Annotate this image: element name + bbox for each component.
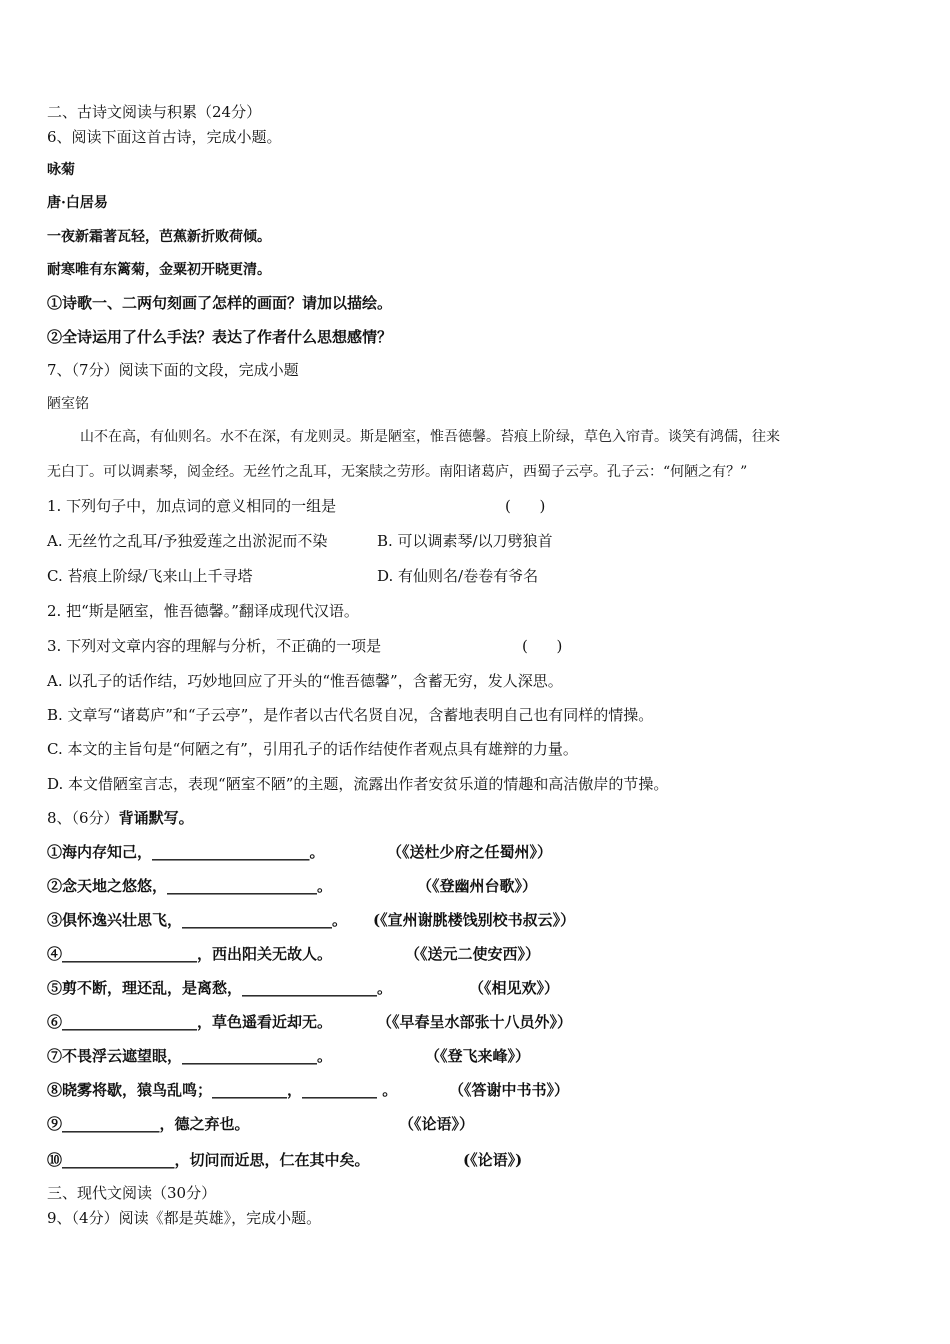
recitation-item [47,876,538,896]
item-text: ⑩_______________，切问而近思，仁在其中矣。 [47,1151,370,1169]
poem-line: 一夜新霜著瓦轻，芭蕉新折败荷倾。 [47,229,271,245]
option-d: D. 有仙则名/卷卷有爷名 [377,567,539,585]
item-text: ①海内存知己，_____________________。 [47,843,325,861]
poem-line: 耐寒唯有东篱菊，金粟初开晓更清。 [47,262,271,278]
option-a: A. 无丝竹之乱耳/予独爱莲之出淤泥而不染 [47,532,328,550]
option-c: C. 本文的主旨句是“何陋之有”，引用孔子的话作结使作者观点具有雄辩的力量。 [47,740,578,758]
section-heading: 三、现代文阅读（30分） [47,1184,217,1202]
recitation-item [47,1150,523,1170]
question-prompt: 6、阅读下面这首古诗，完成小题。 [47,128,282,146]
question-1: 1. 下列句子中，加点词的意义相同的一组是 [47,497,337,515]
poem-title: 咏菊 [47,162,75,178]
item-source: (《宣州谢朓楼饯别校书叔云》） [373,911,576,929]
recitation-item [47,910,576,930]
answer-paren: ( ) [522,637,563,655]
sub-question: ②全诗运用了什么手法？表达了作者什么思想感情？ [47,328,393,346]
item-source: （《登飞来峰》） [425,1047,531,1065]
item-text: ⑤剪不断，理还乱，是离愁，__________________。 [47,979,393,997]
section-heading: 二、古诗文阅读与积累（24分） [47,103,262,121]
item-text: ③俱怀逸兴壮思飞，____________________。 [47,911,348,929]
item-source: （《答谢中书书》） [449,1081,570,1099]
item-source: （《论语》） [399,1115,475,1133]
item-source: （《相见欢》） [469,979,560,997]
sub-question: ①诗歌一、二两句刻画了怎样的画面？请加以描绘。 [47,294,393,312]
item-source: （《登幽州台歌》） [417,877,538,895]
question-2: 2. 把“斯是陋室，惟吾德馨。”翻译成现代汉语。 [47,602,359,620]
recitation-item [47,1046,531,1066]
option-b: B. 可以调素琴/以刀劈狼首 [377,532,553,550]
question-number: 8、（6分） [47,809,119,827]
option-c: C. 苔痕上阶绿/飞来山上千寻塔 [47,567,253,585]
option-a: A. 以孔子的话作结，巧妙地回应了开头的“惟吾德馨”，含蓄无穷，发人深思。 [47,672,563,690]
question-3: 3. 下列对文章内容的理解与分析，不正确的一项是 [47,637,382,655]
poem-author: 唐·白居易 [47,195,108,211]
item-text: ⑧晓雾将歇，猿鸟乱鸣；__________，__________ 。 [47,1081,398,1099]
question-prompt: 9、（4分）阅读《都是英雄》，完成小题。 [47,1209,322,1227]
item-source: （《送元二使安西》） [405,945,541,963]
recitation-item [47,1114,475,1134]
item-source: (《论语》) [463,1151,523,1169]
option-b: B. 文章写“诸葛庐”和“子云亭”，是作者以古代名贤自况，含蓄地表明自己也有同样的情操。 [47,706,654,724]
question-prompt: 7、（7分）阅读下面的文段，完成小题 [47,361,299,379]
recitation-item [47,1080,570,1100]
item-text: ⑦不畏浮云遮望眼，__________________。 [47,1047,333,1065]
question-prompt [47,808,194,828]
question-text: 背诵默写。 [118,809,194,827]
item-text: ⑥__________________，草色遥看近却无。 [47,1013,333,1031]
item-text: ②念天地之悠悠，____________________。 [47,877,333,895]
item-text: ⑨_____________，德之弃也。 [47,1115,250,1133]
item-text: ④__________________，西出阳关无故人。 [47,945,333,963]
recitation-item [47,978,560,998]
item-source: （《早春呈水部张十八员外》） [377,1013,573,1031]
passage-title: 陋室铭 [47,396,89,412]
recitation-item [47,944,541,964]
passage-text: 山不在高，有仙则名。水不在深，有龙则灵。斯是陋室，惟吾德馨。苔痕上阶绿，草色入帘青。谈笑有鸿儒，往来 [80,429,780,445]
answer-paren: ( ) [505,497,546,515]
option-d: D. 本文借陋室言志，表现“陋室不陋”的主题，流露出作者安贫乐道的情趣和高洁傲岸的节操。 [47,775,669,793]
recitation-item [47,842,553,862]
recitation-item [47,1012,573,1032]
passage-text: 无白丁。可以调素琴，阅金经。无丝竹之乱耳，无案牍之劳形。南阳诸葛庐，西蜀子云亭。孔子云：“何陋之有？” [47,464,748,480]
item-source: （《送杜少府之任蜀州》） [387,843,553,861]
